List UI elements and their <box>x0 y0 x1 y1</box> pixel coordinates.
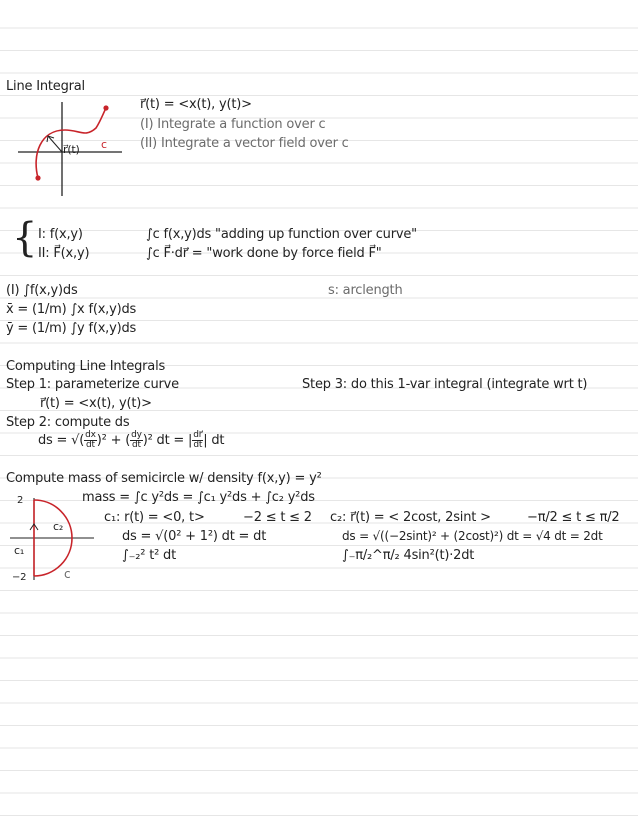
type-two-right: ∫c F⃗·dr⃗ = "work done by force field F⃗" <box>146 246 382 261</box>
dr-dt-fraction <box>192 431 203 450</box>
left-brace: { <box>12 215 38 261</box>
type-two-left: II: F⃗(x,y) <box>38 246 90 261</box>
dy-dt-fraction <box>130 431 143 450</box>
c1-range: −2 ≤ t ≤ 2 <box>243 510 312 525</box>
c2-integral: ∫₋π/₂^π/₂ 4sin²(t)·2dt <box>342 548 475 563</box>
c2-range: −π/2 ≤ t ≤ π/2 <box>527 510 620 525</box>
ds-end: | dt <box>203 433 225 448</box>
fig-c2-label: c₂ <box>53 520 64 533</box>
dx-denominator: dt <box>86 440 95 450</box>
c1-ds: ds = √(0² + 1²) dt = dt <box>122 529 267 544</box>
fig-c-label: c <box>101 138 107 151</box>
dr-numerator: dr⃗ <box>193 430 203 440</box>
mass-integral: (I) ∫f(x,y)ds <box>6 283 78 298</box>
ds-suffix: )² dt = | <box>142 433 193 448</box>
arclength-note: s: arclength <box>328 283 403 298</box>
semicircle-sketch <box>8 494 98 584</box>
step-three: Step 3: do this 1-var integral (integrate wrt t) <box>302 377 588 392</box>
example-title: Compute mass of semicircle w/ density f(x,y) = y² <box>6 471 322 486</box>
fig-c1-label: c₁ <box>14 544 25 557</box>
r-definition: r⃗(t) = <x(t), y(t)> <box>140 97 252 112</box>
step-two: Step 2: compute ds <box>6 415 130 430</box>
step-one: Step 1: parameterize curve <box>6 377 179 392</box>
dr-denominator: dt <box>193 440 203 450</box>
step-two-equation <box>38 431 224 450</box>
curve-end-point <box>103 105 108 110</box>
position-vector-arrow <box>48 136 62 152</box>
dy-denominator: dt <box>131 440 141 450</box>
line-integral-title: Line Integral <box>6 79 85 94</box>
curve-start-point <box>35 175 40 180</box>
fig-bottom-tick: −2 <box>12 572 27 583</box>
ds-prefix: ds = √( <box>38 433 85 448</box>
ds-middle: )² + ( <box>96 433 131 448</box>
step-one-equation: r⃗(t) = <x(t), y(t)> <box>40 396 152 411</box>
fig-r-label: r⃗(t) <box>63 143 80 156</box>
dy-numerator: dy <box>131 430 142 440</box>
c1-parameterization: c₁: r(t) = <0, t> <box>104 510 205 525</box>
type-one-left: I: f(x,y) <box>38 227 83 242</box>
mass-split-equation: mass = ∫c y²ds = ∫c₁ y²ds + ∫c₂ y²ds <box>82 490 315 505</box>
type-one-description: (I) Integrate a function over c <box>140 117 326 132</box>
c2-parameterization: c₂: r⃗(t) = < 2cost, 2sint > <box>330 510 491 525</box>
fig-c-label-semicircle: c <box>64 567 71 581</box>
c1-integral: ∫₋₂² t² dt <box>122 548 176 563</box>
dx-dt-fraction <box>84 431 97 450</box>
type-one-right: ∫c f(x,y)ds "adding up function over curve" <box>146 227 417 242</box>
type-two-description: (II) Integrate a vector field over c <box>140 136 349 151</box>
dx-numerator: dx <box>85 430 96 440</box>
x-bar-formula: x̄ = (1/m) ∫x f(x,y)ds <box>6 302 137 317</box>
c2-ds: ds = √((−2sint)² + (2cost)²) dt = √4 dt = 2dt <box>342 529 603 543</box>
computing-title: Computing Line Integrals <box>6 359 166 374</box>
fig-top-tick: 2 <box>17 495 24 506</box>
y-bar-formula: ȳ = (1/m) ∫y f(x,y)ds <box>6 321 137 336</box>
